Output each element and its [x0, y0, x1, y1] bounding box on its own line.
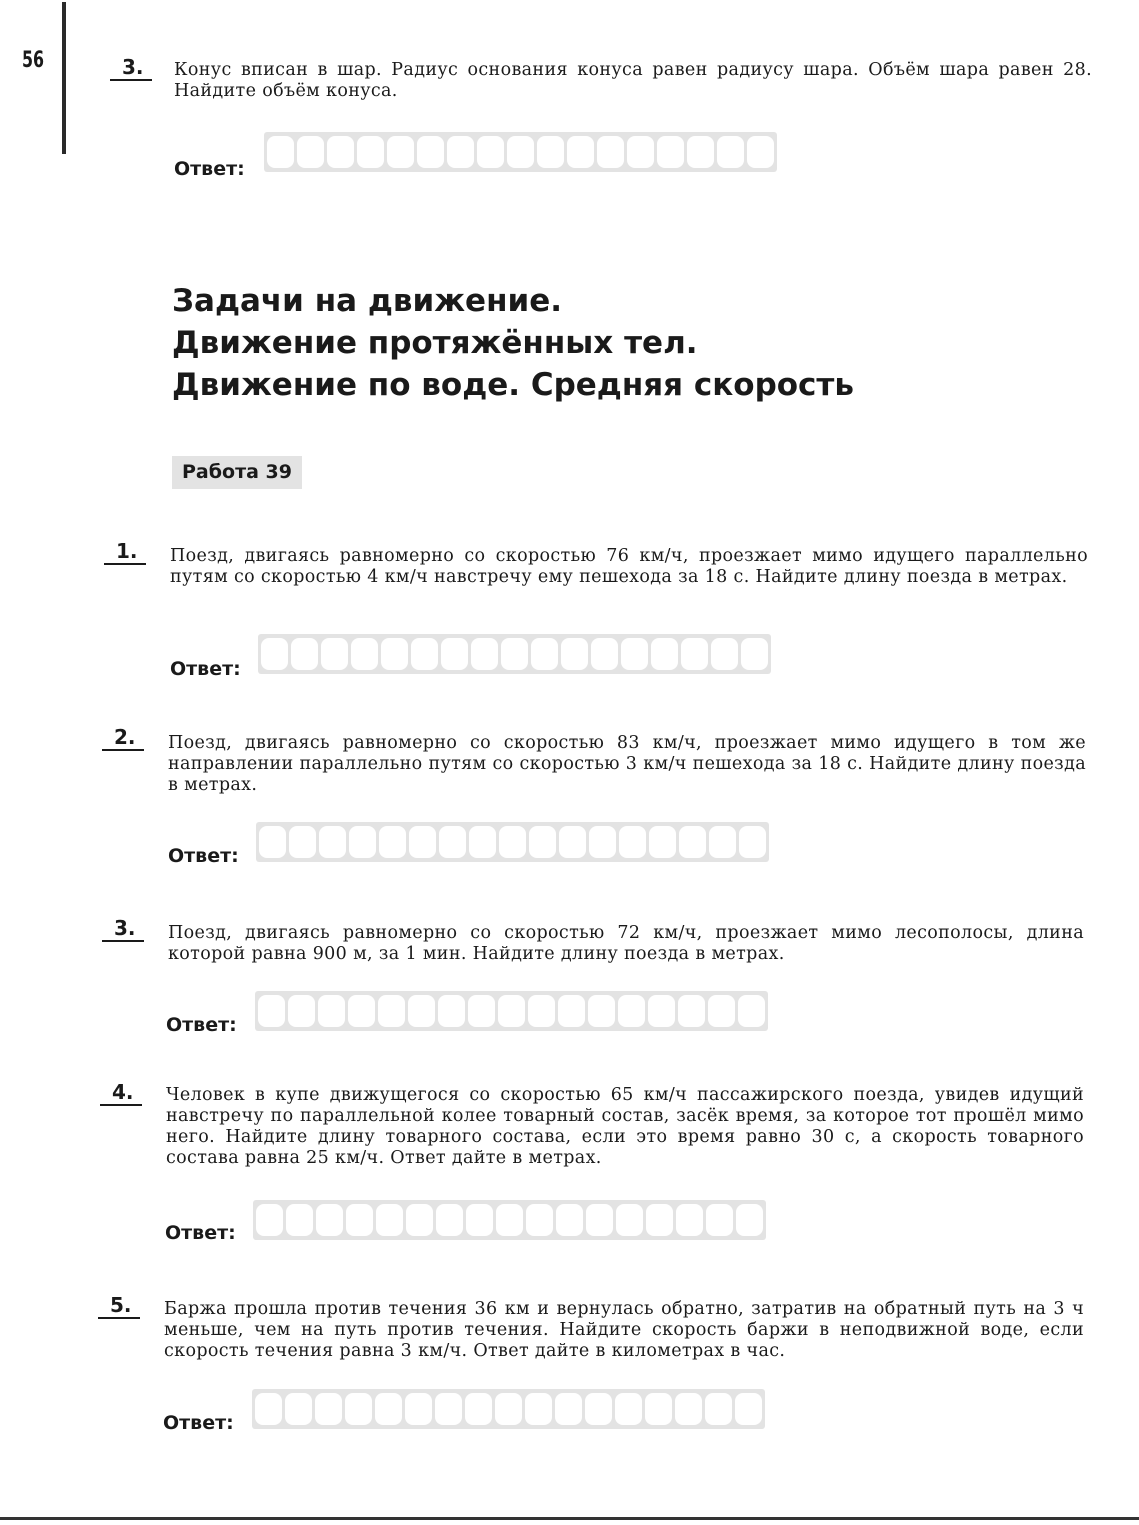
answer-cell[interactable]: [651, 638, 678, 670]
answer-cell[interactable]: [258, 995, 285, 1027]
answer-cell[interactable]: [441, 638, 468, 670]
answer-cell[interactable]: [531, 638, 558, 670]
answer-cell[interactable]: [411, 638, 438, 670]
answer-box[interactable]: [252, 1389, 765, 1429]
answer-cell[interactable]: [526, 1204, 553, 1236]
answer-cell[interactable]: [267, 136, 294, 168]
answer-cell[interactable]: [616, 1204, 643, 1236]
task-number: 1.: [104, 540, 146, 565]
answer-box[interactable]: [256, 822, 769, 862]
answer-cell[interactable]: [255, 1393, 282, 1425]
answer-cell[interactable]: [646, 1204, 673, 1236]
answer-cell[interactable]: [528, 995, 555, 1027]
answer-cell[interactable]: [375, 1393, 402, 1425]
answer-cell[interactable]: [315, 1393, 342, 1425]
task-text: Поезд, двигаясь равномерно со скоростью 76 км/ч, проезжает мимо идущего параллельно путям со скоростью 4 км/ч навстречу ему пешехода за 18 с. Найдите длину поезда в метрах.: [170, 546, 1088, 587]
answer-cell[interactable]: [286, 1204, 313, 1236]
answer-cell[interactable]: [559, 826, 586, 858]
answer-cell[interactable]: [408, 995, 435, 1027]
answer-cell[interactable]: [378, 995, 405, 1027]
answer-cell[interactable]: [736, 1204, 763, 1236]
answer-cell[interactable]: [529, 826, 556, 858]
answer-cell[interactable]: [499, 826, 526, 858]
answer-box[interactable]: [253, 1200, 766, 1240]
answer-cell[interactable]: [469, 826, 496, 858]
answer-cell[interactable]: [507, 136, 534, 168]
answer-box[interactable]: [258, 634, 771, 674]
answer-cell[interactable]: [708, 995, 735, 1027]
answer-cell[interactable]: [741, 638, 768, 670]
answer-cell[interactable]: [621, 638, 648, 670]
section-title-line: Движение по воде. Средняя скорость: [172, 367, 854, 403]
answer-cell[interactable]: [345, 1393, 372, 1425]
task-text: Человек в купе движущегося со скоростью 65 км/ч пассажирского поезда, увидев идущий навстречу по параллельной колее товарный состав, засёк время, за которое тот прошёл мимо него. Найдите длину товарного состава, если это время равно 30 с, а скорость товарного состава равна 25 км/ч. Ответ дайте в метрах.: [166, 1085, 1084, 1168]
answer-cell[interactable]: [465, 1393, 492, 1425]
answer-cell[interactable]: [567, 136, 594, 168]
task-text: Поезд, двигаясь равномерно со скоростью 83 км/ч, проезжает мимо идущего в том же направлении параллельно путям со скоростью 3 км/ч пешехода за 18 с. Найдите длину поезда в метрах.: [168, 733, 1086, 795]
answer-cell[interactable]: [327, 136, 354, 168]
answer-cell[interactable]: [346, 1204, 373, 1236]
answer-cell[interactable]: [261, 638, 288, 670]
answer-label: Ответ:: [165, 1222, 236, 1244]
margin-rule: [62, 2, 66, 154]
answer-cell[interactable]: [618, 995, 645, 1027]
answer-cell[interactable]: [597, 136, 624, 168]
answer-cell[interactable]: [316, 1204, 343, 1236]
answer-cell[interactable]: [561, 638, 588, 670]
answer-cell[interactable]: [711, 638, 738, 670]
task-text: Конус вписан в шар. Радиус основания конуса равен радиусу шара. Объём шара равен 28. Найдите объём конуса.: [174, 60, 1092, 101]
answer-cell[interactable]: [379, 826, 406, 858]
section-title: [172, 280, 854, 406]
answer-cell[interactable]: [477, 136, 504, 168]
section-title-line: Задачи на движение.: [172, 283, 563, 319]
answer-cell[interactable]: [291, 638, 318, 670]
answer-cell[interactable]: [417, 136, 444, 168]
answer-cell[interactable]: [321, 638, 348, 670]
answer-cell[interactable]: [687, 136, 714, 168]
answer-cell[interactable]: [288, 995, 315, 1027]
answer-cell[interactable]: [501, 638, 528, 670]
answer-cell[interactable]: [619, 826, 646, 858]
answer-cell[interactable]: [678, 995, 705, 1027]
answer-box[interactable]: [264, 132, 777, 172]
section-title-line: Движение протяжённых тел.: [172, 325, 698, 361]
answer-label: Ответ:: [168, 845, 239, 867]
task-number: 3.: [110, 56, 152, 81]
answer-cell[interactable]: [558, 995, 585, 1027]
answer-cell[interactable]: [681, 638, 708, 670]
answer-cell[interactable]: [318, 995, 345, 1027]
page-number: 56: [22, 48, 45, 73]
answer-cell[interactable]: [589, 826, 616, 858]
work-label: Работа 39: [172, 456, 302, 489]
answer-cell[interactable]: [256, 1204, 283, 1236]
answer-cell[interactable]: [498, 995, 525, 1027]
answer-cell[interactable]: [387, 136, 414, 168]
answer-cell[interactable]: [348, 995, 375, 1027]
answer-cell[interactable]: [555, 1393, 582, 1425]
answer-cell[interactable]: [591, 638, 618, 670]
answer-cell[interactable]: [657, 136, 684, 168]
answer-cell[interactable]: [679, 826, 706, 858]
answer-cell[interactable]: [556, 1204, 583, 1236]
answer-box[interactable]: [255, 991, 768, 1031]
answer-cell[interactable]: [351, 638, 378, 670]
answer-cell[interactable]: [585, 1393, 612, 1425]
answer-cell[interactable]: [319, 826, 346, 858]
answer-cell[interactable]: [259, 826, 286, 858]
answer-cell[interactable]: [435, 1393, 462, 1425]
answer-cell[interactable]: [586, 1204, 613, 1236]
answer-label: Ответ:: [170, 658, 241, 680]
answer-cell[interactable]: [381, 638, 408, 670]
answer-cell[interactable]: [466, 1204, 493, 1236]
answer-cell[interactable]: [747, 136, 774, 168]
bottom-rule: [0, 1517, 1139, 1520]
answer-cell[interactable]: [496, 1204, 523, 1236]
answer-cell[interactable]: [495, 1393, 522, 1425]
answer-cell[interactable]: [706, 1204, 733, 1236]
answer-cell[interactable]: [405, 1393, 432, 1425]
answer-cell[interactable]: [675, 1393, 702, 1425]
answer-cell[interactable]: [615, 1393, 642, 1425]
answer-cell[interactable]: [645, 1393, 672, 1425]
answer-cell[interactable]: [439, 826, 466, 858]
task-text: Поезд, двигаясь равномерно со скоростью 72 км/ч, проезжает мимо лесополосы, длина которой равна 900 м, за 1 мин. Найдите длину поезда в метрах.: [168, 923, 1084, 964]
answer-cell[interactable]: [409, 826, 436, 858]
answer-cell[interactable]: [471, 638, 498, 670]
answer-cell[interactable]: [289, 826, 316, 858]
answer-cell[interactable]: [648, 995, 675, 1027]
answer-cell[interactable]: [709, 826, 736, 858]
answer-cell[interactable]: [376, 1204, 403, 1236]
answer-cell[interactable]: [735, 1393, 762, 1425]
answer-cell[interactable]: [436, 1204, 463, 1236]
task-text: Баржа прошла против течения 36 км и вернулась обратно, затратив на обратный путь на 3 ч меньше, чем на путь против течения. Найдите скорость баржи в неподвижной воде, если скорость течения равна 3 км/ч. Ответ дайте в километрах в час.: [164, 1299, 1084, 1361]
answer-cell[interactable]: [705, 1393, 732, 1425]
answer-cell[interactable]: [349, 826, 376, 858]
answer-label: Ответ:: [163, 1412, 234, 1434]
answer-cell[interactable]: [438, 995, 465, 1027]
answer-cell[interactable]: [738, 995, 765, 1027]
answer-cell[interactable]: [406, 1204, 433, 1236]
answer-cell[interactable]: [285, 1393, 312, 1425]
answer-cell[interactable]: [537, 136, 564, 168]
answer-cell[interactable]: [627, 136, 654, 168]
task-number: 3.: [102, 917, 144, 942]
answer-cell[interactable]: [447, 136, 474, 168]
answer-cell[interactable]: [468, 995, 495, 1027]
answer-cell[interactable]: [297, 136, 324, 168]
answer-cell[interactable]: [649, 826, 676, 858]
task-number: 2.: [102, 726, 144, 751]
answer-cell[interactable]: [717, 136, 744, 168]
answer-cell[interactable]: [739, 826, 766, 858]
task-number: 4.: [100, 1081, 142, 1106]
answer-cell[interactable]: [525, 1393, 552, 1425]
answer-label: Ответ:: [166, 1014, 237, 1036]
answer-cell[interactable]: [357, 136, 384, 168]
task-number: 5.: [98, 1294, 140, 1319]
answer-cell[interactable]: [676, 1204, 703, 1236]
answer-label: Ответ:: [174, 158, 245, 180]
answer-cell[interactable]: [588, 995, 615, 1027]
